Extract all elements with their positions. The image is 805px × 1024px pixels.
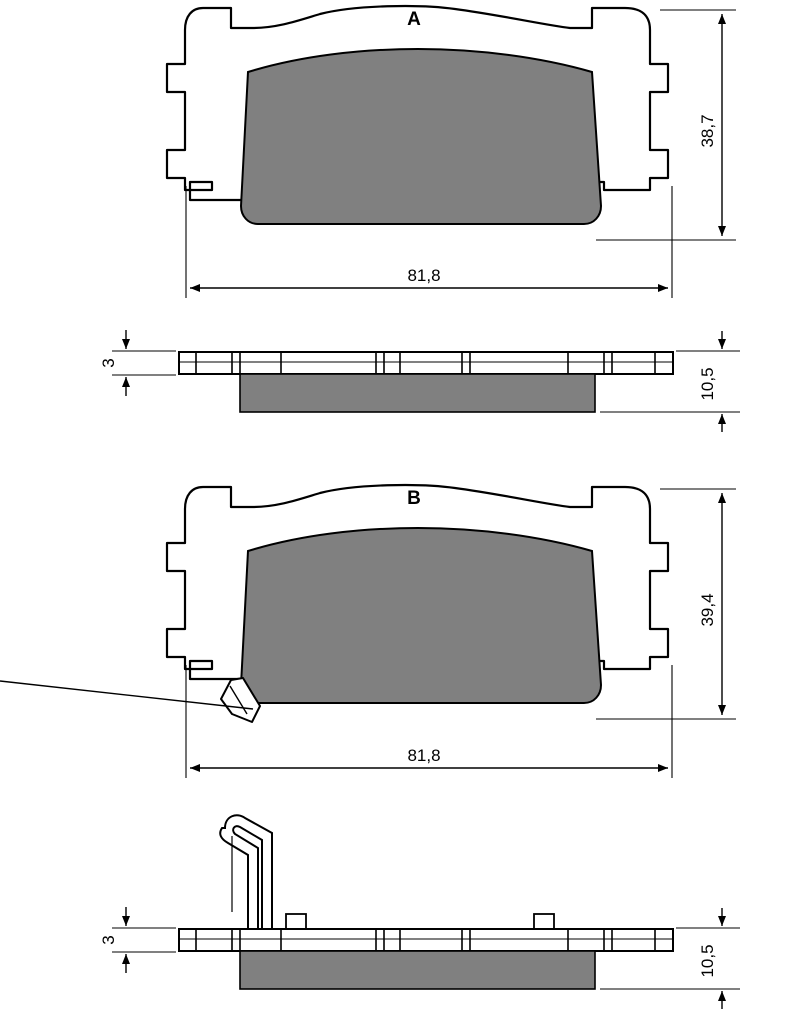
pad-b-side-spring-clip	[220, 815, 272, 930]
dim-b-thin-label: 3	[99, 935, 118, 945]
dim-a-thick-label: 10,5	[698, 367, 717, 401]
view-b-side-group	[99, 815, 740, 1009]
dim-a-thin-label: 3	[99, 358, 118, 368]
pad-b-side-friction	[240, 951, 595, 989]
view-a-side-group	[99, 330, 740, 432]
dim-a-height-label: 38,7	[698, 114, 717, 148]
pad-b-friction-material	[241, 528, 601, 703]
dim-b-width-label: 81,8	[407, 746, 441, 765]
view-b-front-group	[0, 485, 736, 778]
dim-b-height-label: 39,4	[698, 593, 717, 627]
pad-a-friction-material	[241, 49, 601, 224]
pad-b-wear-indicator	[0, 678, 260, 722]
pad-b-side-lug-1	[286, 914, 306, 930]
view-a-front-group	[167, 6, 736, 298]
view-label-a: A	[407, 9, 421, 30]
pad-b-side-lug-2	[534, 914, 554, 930]
pad-a-side-friction	[240, 374, 595, 412]
view-label-b: B	[407, 488, 421, 509]
pad-a-side-backplate	[179, 352, 673, 374]
pad-b-side-backplate	[179, 929, 673, 951]
dim-b-thick-label: 10,5	[698, 944, 717, 978]
dim-a-width-label: 81,8	[407, 266, 441, 285]
